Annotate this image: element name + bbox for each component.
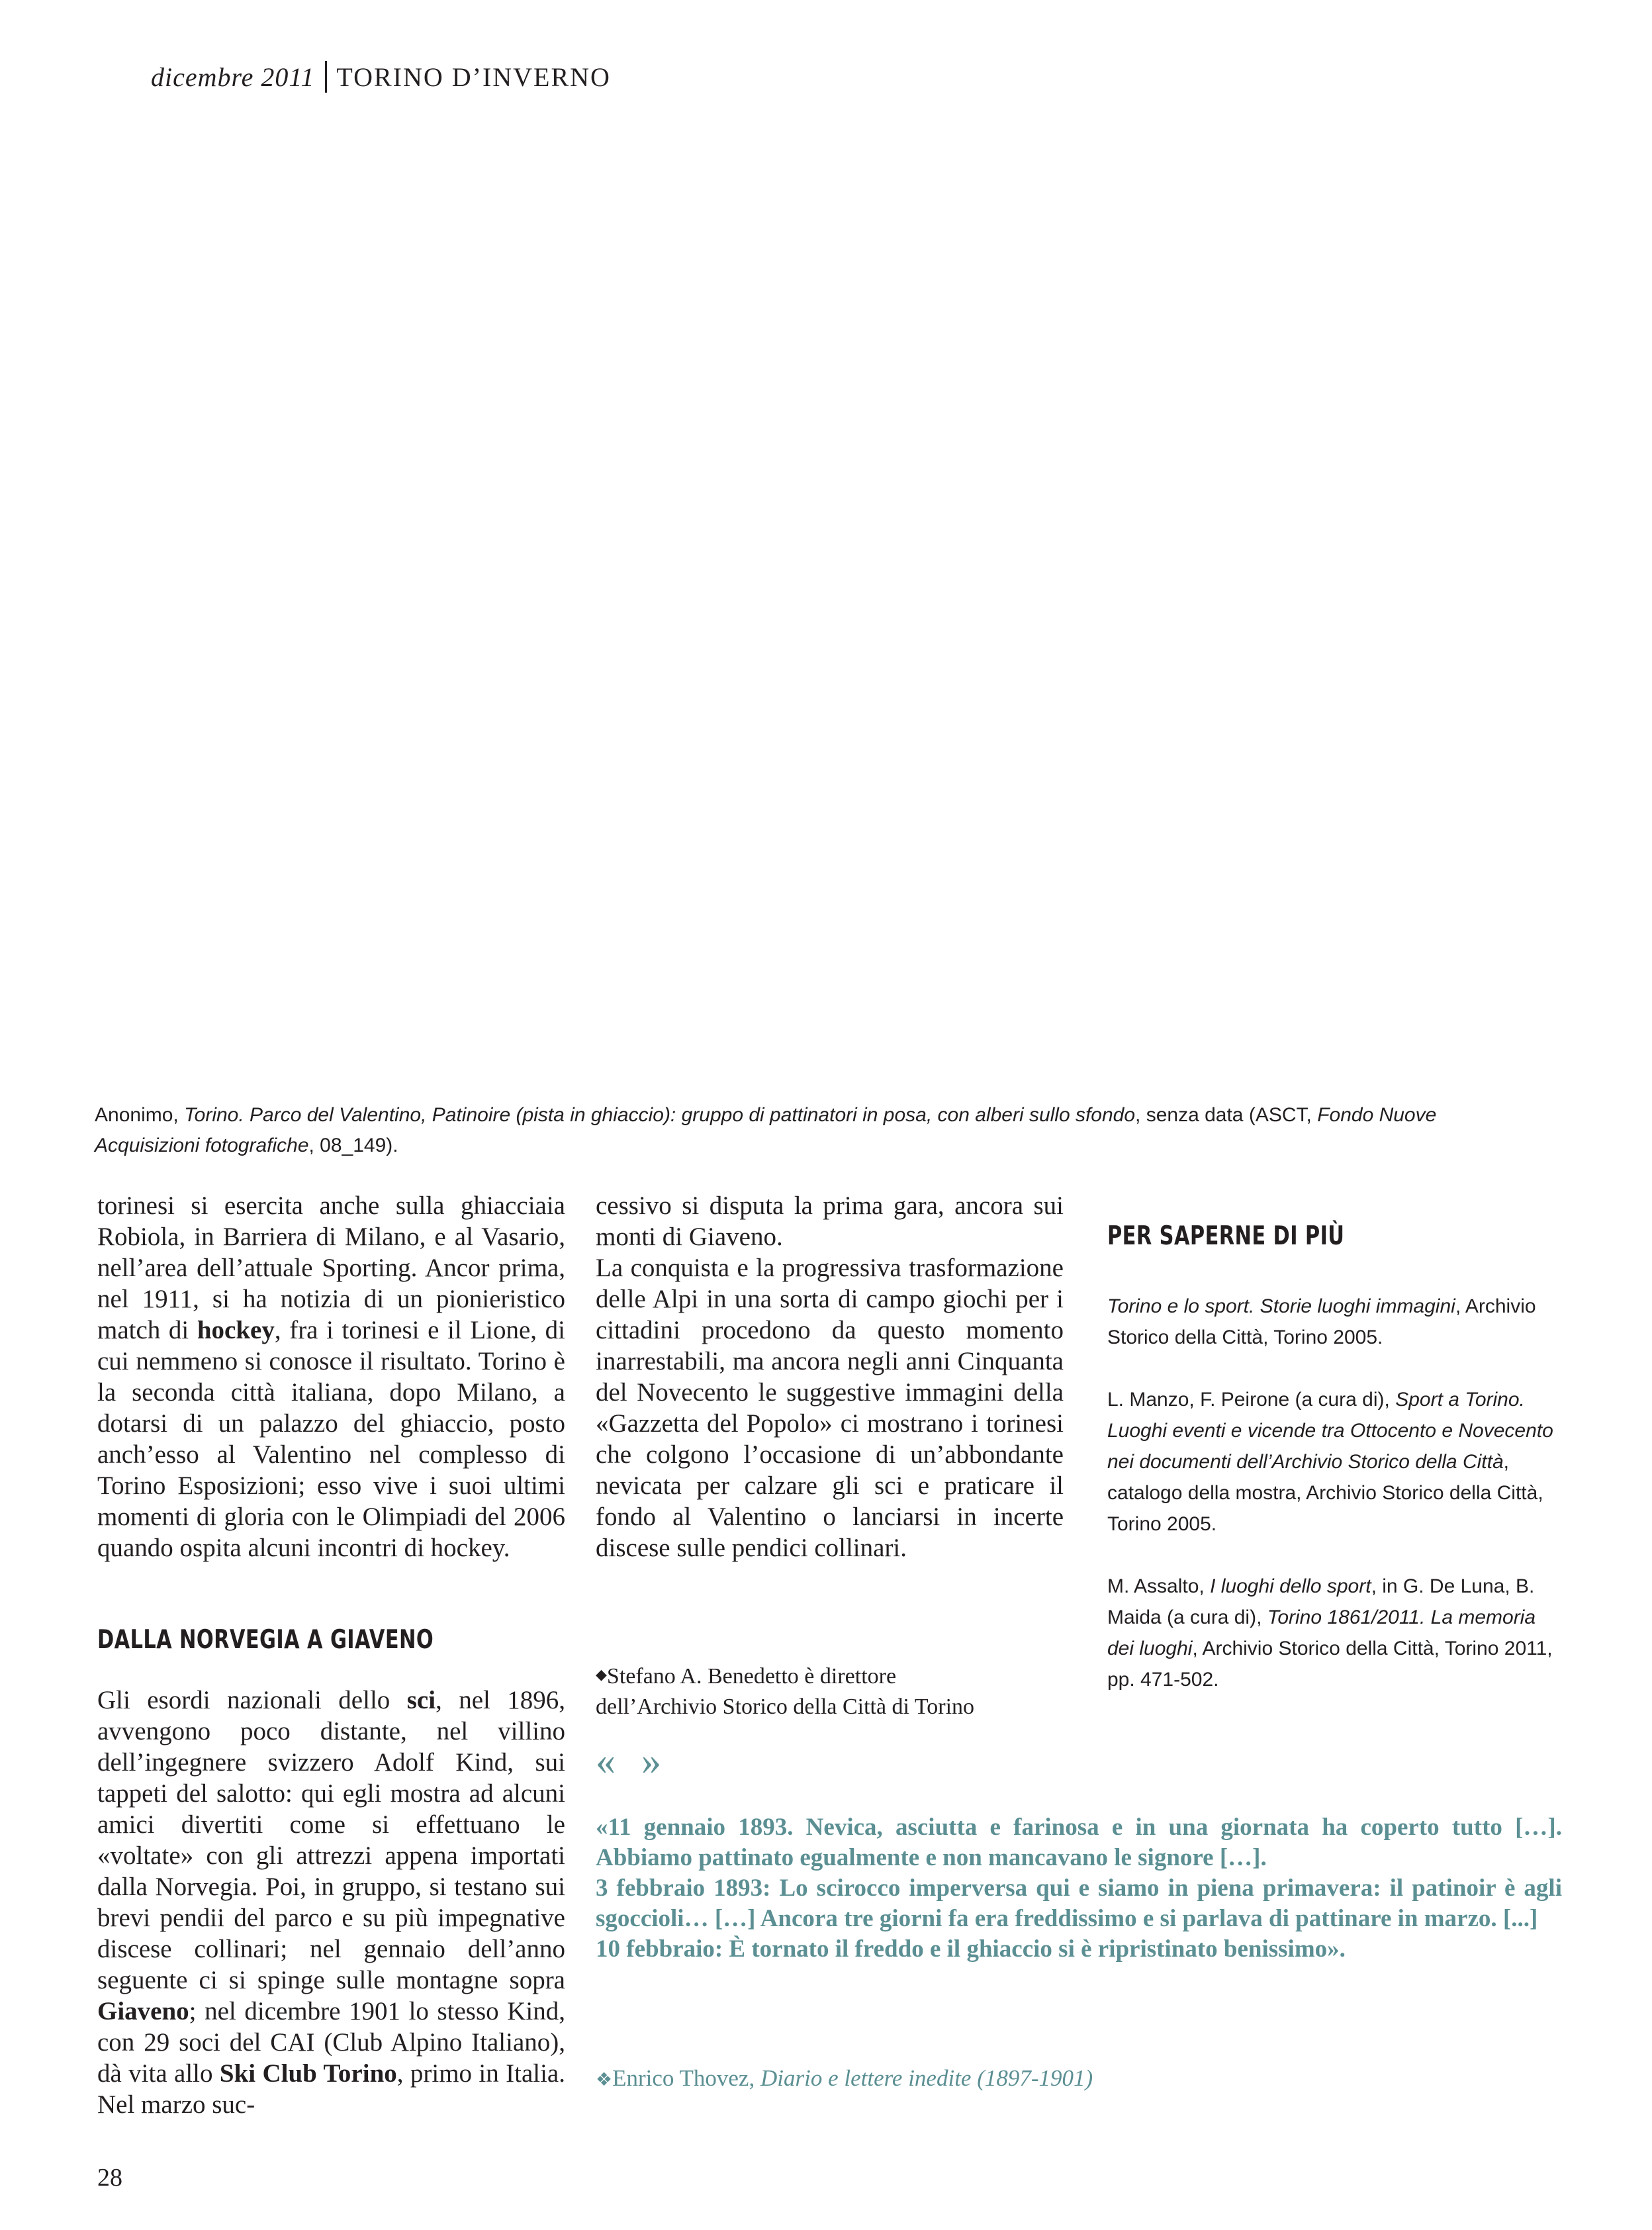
sidebar-heading: PER SAPERNE DI PIÙ <box>1107 1221 1345 1251</box>
caption-author: Anonimo, <box>95 1104 185 1126</box>
body-column-1-continued <box>97 1685 565 2120</box>
text-run: , Archivio Storico della Città, Torino 2011, pp. 471-502. <box>1107 1638 1553 1691</box>
text-run: , in G. De Luna, B. Maida (a cura di), <box>1107 1575 1535 1628</box>
text-run: ; nel dicembre 1901 lo stesso Kind, con 29 soci del CAI (Club Alpino Italiano), dà vita allo <box>97 1997 565 2088</box>
running-header <box>151 61 611 93</box>
text-run: , primo in Italia. Nel marzo suc- <box>97 2059 565 2119</box>
text-run: , fra i torinesi e il Lione, di cui nemmeno si conosce il risultato. Torino è la seconda città italiana, dopo Milano, a dotarsi di un palazzo del ghiaccio, posto anch’esso al Valentino nel complesso di Torino Esposizioni; esso vive i suoi ultimi momenti di gloria con le Olimpiadi del 2006 quando ospita alcuni incontri di hockey. <box>97 1316 565 1562</box>
text-run: torinesi si esercita anche sulla ghiacciaia Robiola, in Barriera di Milano, e al Vasario, nell’area dell’attuale Sporting. Ancor prima, nel 1911, si ha notizia di un pionieristico match di <box>97 1191 565 1344</box>
quote-source-title: Diario e lettere inedite (1897-1901) <box>760 2065 1093 2091</box>
paragraph <box>97 1190 565 1563</box>
header-title: TORINO D’INVERNO <box>336 62 611 92</box>
quote-line: 3 febbraio 1893: Lo scirocco imperversa qui e siamo in piena primavera: il patinoir è agli sgoccioli… […] Ancora tre giorni fa era freddissimo e si parlava di pattinare in marzo. [...] <box>596 1875 1562 1932</box>
body-column-1 <box>97 1190 565 1563</box>
caption-fondo: Fondo Nuove Acquisizioni fotografiche <box>95 1104 1437 1156</box>
reference-item <box>1107 1384 1557 1540</box>
reference-item <box>1107 1291 1557 1353</box>
text-run: , catalogo della mostra, Archivio Storico della Città, Torino 2005. <box>1107 1451 1543 1535</box>
page-number: 28 <box>97 2164 122 2192</box>
reference-title: Torino e lo sport. Storie luoghi immagini <box>1107 1295 1455 1317</box>
diamond-icon: ◆ <box>596 1666 607 1683</box>
quote-line: «11 gennaio 1893. Nevica, asciutta e farinosa e in una giornata ha coperto tutto […]. Abbiamo pattinato egualmente e non mancavano le signore […]. <box>596 1814 1562 1871</box>
quote-marks-icon: « » <box>596 1739 669 1783</box>
caption-middle: , senza data (ASCT, <box>1135 1104 1318 1126</box>
bold-term: hockey <box>197 1316 275 1344</box>
photo-caption <box>95 1100 1537 1161</box>
author-note <box>596 1659 1072 1722</box>
diary-quote <box>596 1812 1562 1965</box>
bold-term: Giaveno <box>97 1997 189 2025</box>
header-date: dicembre 2011 <box>151 62 315 92</box>
reference-title: I luoghi dello sport <box>1210 1575 1371 1597</box>
bold-term: Ski Club Torino <box>219 2059 397 2088</box>
paragraph: La conquista e la progressiva trasformazione delle Alpi in una sorta di campo giochi per i cittadini procedono da questo momento inarrestabili, ma ancora negli anni Cinquanta del Novecento le suggestive immagini della «Gazzetta del Popolo» ci mostrano i torinesi che colgono l’occasione di un’abbondante nevicata per calzare gli sci e praticare il fondo al Valentino o lanciarsi in incerte discese sulle pendici collinari. <box>596 1254 1064 1562</box>
author-note-line2: dell’Archivio Storico della Città di Torino <box>596 1695 975 1719</box>
section-heading: DALLA NORVEGIA A GIAVENO <box>97 1625 434 1655</box>
caption-end: , 08_149). <box>308 1135 398 1156</box>
diamond-icon: ❖ <box>596 2070 613 2090</box>
reference-title: Torino 1861/2011. La memoria dei luoghi <box>1107 1606 1536 1659</box>
paragraph: cessivo si disputa la prima gara, ancora sui monti di Giaveno. <box>596 1191 1064 1251</box>
reference-item <box>1107 1571 1557 1695</box>
photo-area <box>93 106 1555 1086</box>
reference-title: Sport a Torino. Luoghi eventi e vicende tra Ottocento e Novecento nei documenti dell’Archivio Storico della Città <box>1107 1389 1553 1473</box>
quote-source-author: Enrico Thovez, <box>612 2065 760 2091</box>
text-run: , nel 1896, avvengono poco distante, nel villino dell’ingegnere svizzero Adolf Kind, sui tappeti del salotto: qui egli mostra ad alcuni amici divertiti come si effettuano le «voltate» con gli attrezzi appena importati dalla Norvegia. Poi, in gruppo, si testano sui brevi pendii del parco e su più impegnative discese collinari; nel gennaio dell’anno seguente ci si spinge sulle montagne sopra <box>97 1686 565 1994</box>
paragraph <box>97 1685 565 2120</box>
text-run: , Archivio Storico della Città, Torino 2005. <box>1107 1295 1536 1348</box>
bold-term: sci <box>406 1686 436 1714</box>
text-run: Gli esordi nazionali dello <box>97 1686 407 1714</box>
body-column-2 <box>596 1190 1064 1563</box>
caption-title: Torino. Parco del Valentino, Patinoire (pista in ghiaccio): gruppo di pattinatori in posa, con alberi sullo sfondo <box>184 1104 1136 1126</box>
quote-source <box>596 2065 1093 2092</box>
quote-line: 10 febbraio: È tornato il freddo e il ghiaccio si è ripristinato benissimo». <box>596 1935 1346 1963</box>
header-divider <box>325 61 327 93</box>
text-run: L. Manzo, F. Peirone (a cura di), <box>1107 1389 1396 1411</box>
text-run: M. Assalto, <box>1107 1575 1211 1597</box>
author-note-line1: Stefano A. Benedetto è direttore <box>606 1664 897 1689</box>
references-list <box>1107 1291 1557 1726</box>
